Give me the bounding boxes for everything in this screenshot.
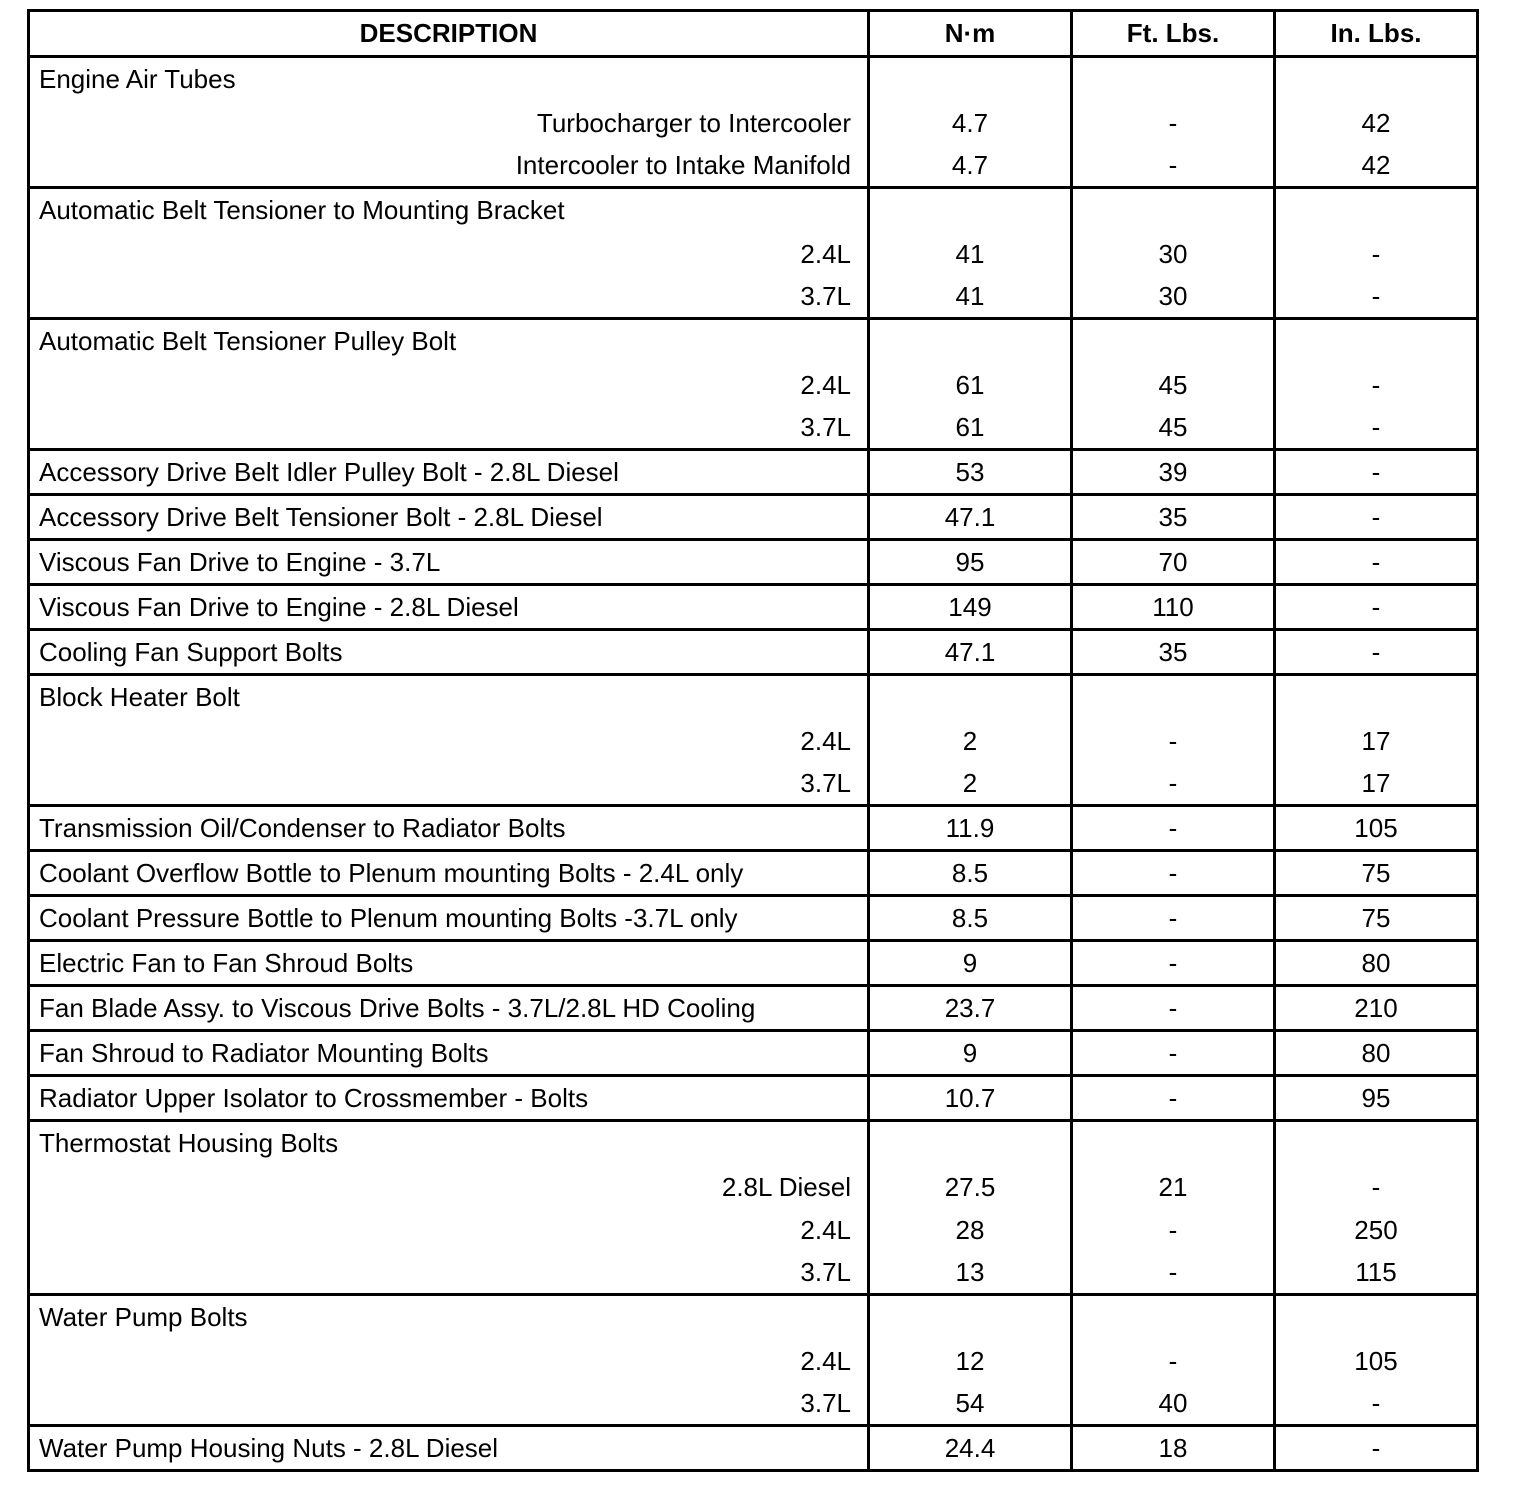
in-lbs-value: -	[1275, 450, 1478, 495]
description-cell: Coolant Overflow Bottle to Plenum mounting Bolts - 2.4L only	[29, 851, 869, 896]
ft-lbs-value: 70	[1072, 540, 1275, 585]
table-row	[29, 540, 1478, 585]
nm-value: 8.5	[869, 851, 1072, 896]
spec-group	[29, 188, 1478, 319]
ft-lbs-value: 21	[1072, 1166, 1275, 1209]
in-lbs-value: -	[1275, 233, 1478, 276]
spec-group	[29, 1295, 1478, 1426]
nm-value: 4.7	[869, 145, 1072, 188]
ft-lbs-value: -	[1072, 145, 1275, 188]
description-cell: Fan Shroud to Radiator Mounting Bolts	[29, 1031, 869, 1076]
ft-lbs-value: -	[1072, 102, 1275, 145]
table-row	[29, 1121, 1478, 1166]
engine-variant-label: 2.8L Diesel	[29, 1166, 869, 1209]
header-row	[29, 11, 1478, 57]
table-row	[29, 450, 1478, 495]
spec-sub-row	[29, 145, 1478, 188]
spec-sub-row	[29, 1340, 1478, 1383]
spec-group	[29, 630, 1478, 675]
spec-group	[29, 540, 1478, 585]
in-lbs-value: 250	[1275, 1209, 1478, 1252]
nm-value: 149	[869, 585, 1072, 630]
table-row	[29, 495, 1478, 540]
table-row	[29, 851, 1478, 896]
description-cell: Block Heater Bolt	[29, 675, 869, 720]
in-lbs-value: -	[1275, 407, 1478, 450]
engine-variant-label: 3.7L	[29, 407, 869, 450]
description-cell: Transmission Oil/Condenser to Radiator Bolts	[29, 806, 869, 851]
spec-group	[29, 851, 1478, 896]
ft-lbs-value: 45	[1072, 407, 1275, 450]
ft-lbs-value	[1072, 319, 1275, 364]
nm-value: 13	[869, 1252, 1072, 1295]
engine-variant-label: 2.4L	[29, 720, 869, 763]
ft-lbs-value	[1072, 1121, 1275, 1166]
table-row	[29, 57, 1478, 102]
table-row	[29, 675, 1478, 720]
ft-lbs-value	[1072, 1295, 1275, 1340]
description-cell: Viscous Fan Drive to Engine - 2.8L Diesel	[29, 585, 869, 630]
in-lbs-value: -	[1275, 364, 1478, 407]
ft-lbs-value	[1072, 57, 1275, 102]
nm-value	[869, 57, 1072, 102]
nm-value	[869, 188, 1072, 233]
nm-value	[869, 675, 1072, 720]
in-lbs-value	[1275, 1295, 1478, 1340]
nm-value: 54	[869, 1383, 1072, 1426]
ft-lbs-value: -	[1072, 806, 1275, 851]
header-newton-meters: N·m	[869, 11, 1072, 57]
spec-group	[29, 450, 1478, 495]
nm-value: 47.1	[869, 495, 1072, 540]
ft-lbs-value: -	[1072, 1252, 1275, 1295]
in-lbs-value: 75	[1275, 851, 1478, 896]
spec-sub-row	[29, 1209, 1478, 1252]
in-lbs-value: 75	[1275, 896, 1478, 941]
spec-sub-row	[29, 407, 1478, 450]
header-inch-pounds: In. Lbs.	[1275, 11, 1478, 57]
table-row	[29, 896, 1478, 941]
torque-specifications-table	[27, 9, 1479, 1472]
description-cell: Cooling Fan Support Bolts	[29, 630, 869, 675]
nm-value: 10.7	[869, 1076, 1072, 1121]
spec-group	[29, 319, 1478, 450]
in-lbs-value	[1275, 1121, 1478, 1166]
ft-lbs-value: 30	[1072, 233, 1275, 276]
ft-lbs-value: -	[1072, 986, 1275, 1031]
ft-lbs-value: -	[1072, 1076, 1275, 1121]
description-cell: Viscous Fan Drive to Engine - 3.7L	[29, 540, 869, 585]
spec-group	[29, 1031, 1478, 1076]
nm-value: 9	[869, 941, 1072, 986]
table-row	[29, 1031, 1478, 1076]
spec-group	[29, 675, 1478, 806]
nm-value: 47.1	[869, 630, 1072, 675]
nm-value: 4.7	[869, 102, 1072, 145]
description-cell: Water Pump Housing Nuts - 2.8L Diesel	[29, 1426, 869, 1471]
ft-lbs-value: 110	[1072, 585, 1275, 630]
engine-variant-label: 3.7L	[29, 1252, 869, 1295]
in-lbs-value: -	[1275, 630, 1478, 675]
in-lbs-value: -	[1275, 495, 1478, 540]
table-row	[29, 630, 1478, 675]
spec-group	[29, 806, 1478, 851]
ft-lbs-value: -	[1072, 1209, 1275, 1252]
in-lbs-value: -	[1275, 1426, 1478, 1471]
in-lbs-value: -	[1275, 540, 1478, 585]
ft-lbs-value: -	[1072, 851, 1275, 896]
nm-value: 95	[869, 540, 1072, 585]
spec-group	[29, 896, 1478, 941]
nm-value: 9	[869, 1031, 1072, 1076]
in-lbs-value: -	[1275, 1166, 1478, 1209]
in-lbs-value: 105	[1275, 1340, 1478, 1383]
spec-sub-row	[29, 1383, 1478, 1426]
header-foot-pounds: Ft. Lbs.	[1072, 11, 1275, 57]
nm-value	[869, 1295, 1072, 1340]
in-lbs-value: 115	[1275, 1252, 1478, 1295]
ft-lbs-value	[1072, 675, 1275, 720]
table-row	[29, 585, 1478, 630]
nm-value: 61	[869, 364, 1072, 407]
table-row	[29, 806, 1478, 851]
ft-lbs-value: 45	[1072, 364, 1275, 407]
ft-lbs-value	[1072, 188, 1275, 233]
in-lbs-value: -	[1275, 276, 1478, 319]
engine-variant-label: Intercooler to Intake Manifold	[29, 145, 869, 188]
ft-lbs-value: 39	[1072, 450, 1275, 495]
in-lbs-value: 17	[1275, 763, 1478, 806]
nm-value: 61	[869, 407, 1072, 450]
nm-value: 41	[869, 233, 1072, 276]
description-cell: Accessory Drive Belt Tensioner Bolt - 2.8L Diesel	[29, 495, 869, 540]
description-cell: Thermostat Housing Bolts	[29, 1121, 869, 1166]
table-row	[29, 1076, 1478, 1121]
engine-variant-label: 2.4L	[29, 1209, 869, 1252]
description-cell: Automatic Belt Tensioner to Mounting Bracket	[29, 188, 869, 233]
table-row	[29, 188, 1478, 233]
spec-sub-row	[29, 1252, 1478, 1295]
ft-lbs-value: 35	[1072, 495, 1275, 540]
nm-value: 11.9	[869, 806, 1072, 851]
spec-group	[29, 986, 1478, 1031]
table-row	[29, 941, 1478, 986]
in-lbs-value: 80	[1275, 1031, 1478, 1076]
in-lbs-value: 42	[1275, 145, 1478, 188]
in-lbs-value: 105	[1275, 806, 1478, 851]
spec-sub-row	[29, 102, 1478, 145]
nm-value: 23.7	[869, 986, 1072, 1031]
nm-value: 24.4	[869, 1426, 1072, 1471]
in-lbs-value	[1275, 319, 1478, 364]
description-cell: Fan Blade Assy. to Viscous Drive Bolts - 3.7L/2.8L HD Cooling	[29, 986, 869, 1031]
table-header	[29, 11, 1478, 57]
description-cell: Electric Fan to Fan Shroud Bolts	[29, 941, 869, 986]
ft-lbs-value: -	[1072, 1340, 1275, 1383]
description-cell: Automatic Belt Tensioner Pulley Bolt	[29, 319, 869, 364]
nm-value: 2	[869, 763, 1072, 806]
in-lbs-value: 80	[1275, 941, 1478, 986]
spec-sub-row	[29, 720, 1478, 763]
header-description: DESCRIPTION	[29, 11, 869, 57]
table-row	[29, 1426, 1478, 1471]
engine-variant-label: 3.7L	[29, 763, 869, 806]
ft-lbs-value: -	[1072, 941, 1275, 986]
ft-lbs-value: -	[1072, 763, 1275, 806]
spec-sub-row	[29, 1166, 1478, 1209]
nm-value: 41	[869, 276, 1072, 319]
description-cell: Water Pump Bolts	[29, 1295, 869, 1340]
spec-sub-row	[29, 276, 1478, 319]
table-row	[29, 1295, 1478, 1340]
engine-variant-label: 3.7L	[29, 276, 869, 319]
nm-value	[869, 1121, 1072, 1166]
description-cell: Accessory Drive Belt Idler Pulley Bolt - 2.8L Diesel	[29, 450, 869, 495]
ft-lbs-value: 40	[1072, 1383, 1275, 1426]
table-row	[29, 986, 1478, 1031]
spec-sub-row	[29, 763, 1478, 806]
description-cell: Radiator Upper Isolator to Crossmember - Bolts	[29, 1076, 869, 1121]
in-lbs-value: -	[1275, 1383, 1478, 1426]
in-lbs-value	[1275, 675, 1478, 720]
in-lbs-value: 17	[1275, 720, 1478, 763]
ft-lbs-value: -	[1072, 1031, 1275, 1076]
nm-value: 53	[869, 450, 1072, 495]
in-lbs-value: 95	[1275, 1076, 1478, 1121]
spec-sub-row	[29, 364, 1478, 407]
nm-value: 28	[869, 1209, 1072, 1252]
ft-lbs-value: -	[1072, 720, 1275, 763]
spec-sub-row	[29, 233, 1478, 276]
spec-group	[29, 495, 1478, 540]
table-row	[29, 319, 1478, 364]
description-cell: Engine Air Tubes	[29, 57, 869, 102]
ft-lbs-value: 30	[1072, 276, 1275, 319]
nm-value: 2	[869, 720, 1072, 763]
spec-group	[29, 1426, 1478, 1471]
engine-variant-label: 3.7L	[29, 1383, 869, 1426]
ft-lbs-value: -	[1072, 896, 1275, 941]
in-lbs-value: 210	[1275, 986, 1478, 1031]
ft-lbs-value: 35	[1072, 630, 1275, 675]
spec-group	[29, 1121, 1478, 1295]
spec-group	[29, 1076, 1478, 1121]
engine-variant-label: 2.4L	[29, 364, 869, 407]
nm-value	[869, 319, 1072, 364]
nm-value: 8.5	[869, 896, 1072, 941]
in-lbs-value: 42	[1275, 102, 1478, 145]
in-lbs-value	[1275, 57, 1478, 102]
engine-variant-label: 2.4L	[29, 1340, 869, 1383]
spec-group	[29, 585, 1478, 630]
spec-group	[29, 57, 1478, 188]
engine-variant-label: 2.4L	[29, 233, 869, 276]
nm-value: 27.5	[869, 1166, 1072, 1209]
nm-value: 12	[869, 1340, 1072, 1383]
engine-variant-label: Turbocharger to Intercooler	[29, 102, 869, 145]
description-cell: Coolant Pressure Bottle to Plenum mounting Bolts -3.7L only	[29, 896, 869, 941]
spec-group	[29, 941, 1478, 986]
in-lbs-value	[1275, 188, 1478, 233]
ft-lbs-value: 18	[1072, 1426, 1275, 1471]
in-lbs-value: -	[1275, 585, 1478, 630]
